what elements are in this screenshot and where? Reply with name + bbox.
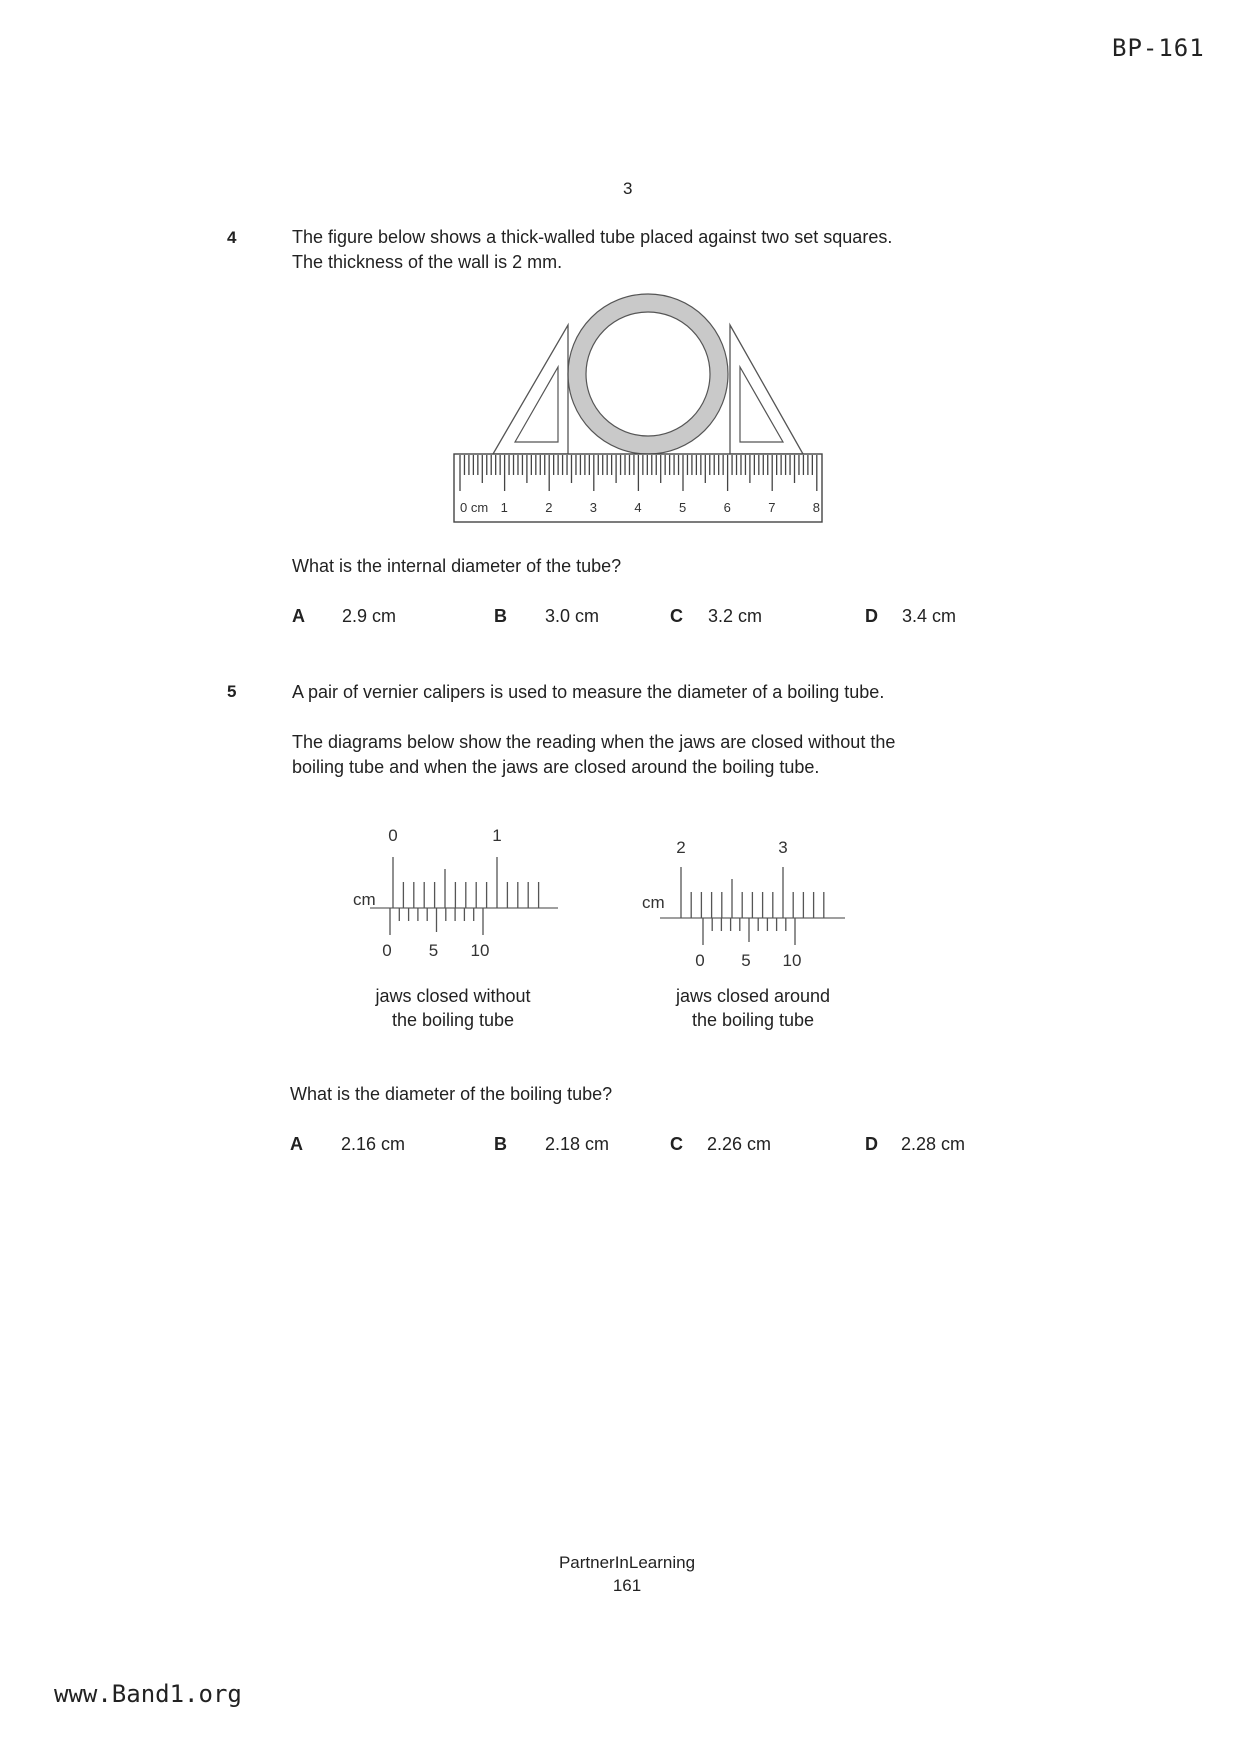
option-b-value[interactable]: 2.18 cm [545,1134,610,1154]
question-number: 4 [227,228,237,247]
website-watermark: www.Band1.org [54,1680,242,1708]
question-text-line: The figure below shows a thick-walled tube placed against two set squares. [292,227,893,247]
unit-label: cm [642,893,665,912]
paper-code: BP-161 [1112,34,1205,62]
vernier-scale-label: 5 [428,941,439,960]
option-a-value[interactable]: 2.9 cm [342,606,397,626]
ruler-label: 5 [679,500,687,515]
option-b-value[interactable]: 3.0 cm [545,606,600,626]
question-prompt: What is the diameter of the boiling tube? [290,1084,613,1104]
option-b-letter[interactable]: B [494,606,507,626]
option-a-letter[interactable]: A [290,1134,303,1154]
vernier-caption-line: jaws closed around [675,986,831,1006]
question-text-line: boiling tube and when the jaws are closed around the boiling tube. [292,757,820,777]
option-c-value[interactable]: 3.2 cm [708,606,763,626]
vernier-scale-around-tube [642,838,845,970]
footer-page-number: 161 [612,1576,642,1595]
ruler-label: 3 [589,500,598,515]
vernier-caption-line: jaws closed without [375,986,531,1006]
vernier-scale-without-tube [353,826,558,960]
option-d-letter[interactable]: D [865,606,878,626]
ruler-label: 4 [634,500,642,515]
option-d-value[interactable]: 3.4 cm [902,606,957,626]
vernier-scale-label: 10 [782,951,802,970]
main-scale-label: 1 [492,826,502,845]
option-a-letter[interactable]: A [292,606,305,626]
ruler-label: 8 [812,500,821,515]
option-c-letter[interactable]: C [670,1134,683,1154]
vernier-scale-label: 0 [382,941,392,960]
question-text-line: A pair of vernier calipers is used to measure the diameter of a boiling tube. [292,682,885,702]
vernier-caption-line: the boiling tube [391,1010,515,1030]
question-text-line: The diagrams below show the reading when the jaws are closed without the [292,732,896,752]
option-c-value[interactable]: 2.26 cm [707,1134,772,1154]
vernier-scale-label: 10 [470,941,490,960]
ruler-label: 2 [545,500,553,515]
footer-publisher: PartnerInLearning [558,1553,696,1572]
unit-label: cm [353,890,376,909]
option-d-letter[interactable]: D [865,1134,878,1154]
vernier-caption-line: the boiling tube [691,1010,815,1030]
option-d-value[interactable]: 2.28 cm [901,1134,966,1154]
ruler-label: 6 [723,500,731,515]
question-prompt: What is the internal diameter of the tube? [292,556,622,576]
vernier-scale-label: 5 [741,951,751,970]
question-number: 5 [227,682,237,701]
page-number: 3 [623,179,633,198]
ruler-label: 1 [500,500,508,515]
vernier-scale-label: 0 [695,951,705,970]
main-scale-label: 0 [388,826,398,845]
question-text-line: The thickness of the wall is 2 mm. [292,252,563,272]
ruler-label: 0 cm [460,500,489,515]
option-b-letter[interactable]: B [494,1134,507,1154]
option-a-value[interactable]: 2.16 cm [341,1134,406,1154]
ruler-label: 7 [768,500,776,515]
main-scale-label: 3 [778,838,788,857]
main-scale-label: 2 [676,838,686,857]
option-c-letter[interactable]: C [670,606,683,626]
